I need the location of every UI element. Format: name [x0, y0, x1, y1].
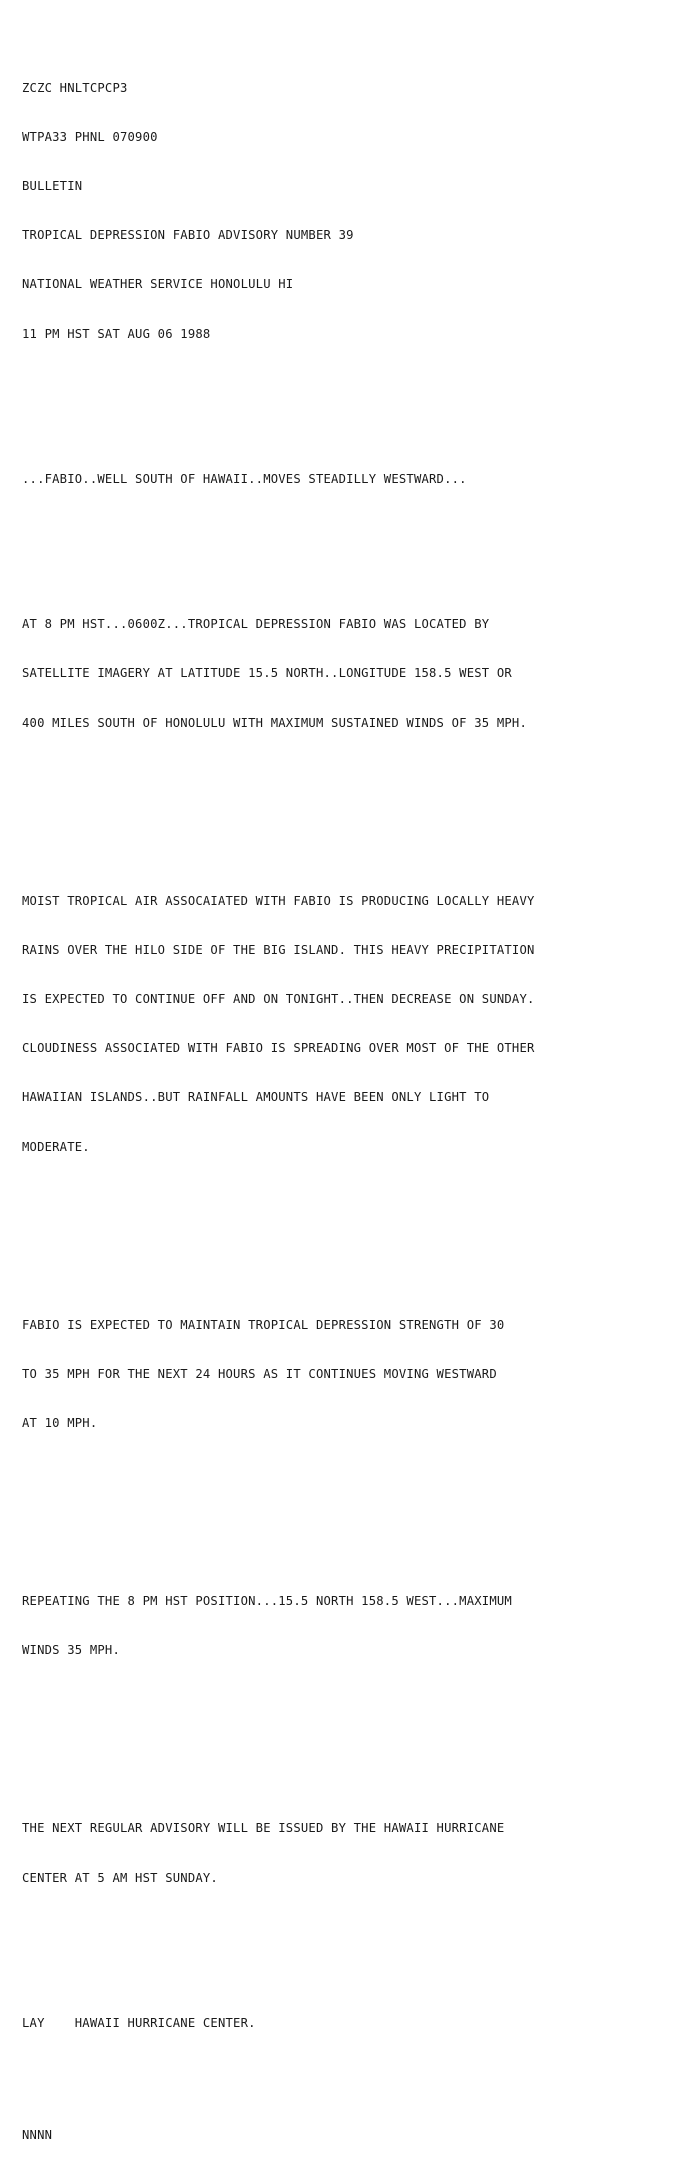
- paragraph-position: [22, 583, 694, 763]
- spacer: [22, 1497, 694, 1511]
- paragraph-line: SATELLITE IMAGERY AT LATITUDE 15.5 NORTH..LONGITUDE 158.5 WEST OR: [22, 666, 512, 681]
- paragraph-line: 400 MILES SOUTH OF HONOLULU WITH MAXIMUM SUSTAINED WINDS OF 35 MPH.: [22, 715, 528, 730]
- paragraph-rainfall: [22, 860, 694, 1188]
- spacer: [22, 797, 694, 811]
- advisory-document: [22, 14, 694, 2160]
- spacer: [22, 2064, 694, 2094]
- headline: ...FABIO..WELL SOUTH OF HAWAII..MOVES STEADILLY WESTWARD...: [22, 471, 467, 486]
- bulletin-header: [22, 47, 694, 375]
- paragraph-line: MOIST TROPICAL AIR ASSOCAIATED WITH FABIO IS PRODUCING LOCALLY HEAVY: [22, 893, 535, 908]
- paragraph-line: CENTER AT 5 AM HST SUNDAY.: [22, 1870, 218, 1885]
- paragraph-next-advisory: [22, 1788, 694, 1919]
- signature: LAY HAWAII HURRICANE CENTER.: [22, 2015, 256, 2030]
- paragraph-line: FABIO IS EXPECTED TO MAINTAIN TROPICAL DEPRESSION STRENGTH OF 30: [22, 1317, 505, 1332]
- paragraph-line: HAWAIIAN ISLANDS..BUT RAINFALL AMOUNTS HAVE BEEN ONLY LIGHT TO: [22, 1090, 490, 1105]
- paragraph-line: TO 35 MPH FOR THE NEXT 24 HOURS AS IT CONTINUES MOVING WESTWARD: [22, 1366, 497, 1381]
- spacer: [22, 424, 694, 438]
- spacer: [22, 1724, 694, 1738]
- header-line: BULLETIN: [22, 179, 83, 194]
- end-marker: NNNN: [22, 2127, 53, 2142]
- paragraph-line: REPEATING THE 8 PM HST POSITION...15.5 NORTH 158.5 WEST...MAXIMUM: [22, 1594, 512, 1609]
- paragraph-forecast: [22, 1284, 694, 1464]
- paragraph-line: MODERATE.: [22, 1139, 90, 1154]
- paragraph-line: WINDS 35 MPH.: [22, 1643, 120, 1658]
- advisory-title: TROPICAL DEPRESSION FABIO ADVISORY NUMBER 39: [22, 228, 354, 243]
- paragraph-line: CLOUDINESS ASSOCIATED WITH FABIO IS SPREADING OVER MOST OF THE OTHER: [22, 1041, 535, 1056]
- issuing-office: NATIONAL WEATHER SERVICE HONOLULU HI: [22, 277, 294, 292]
- paragraph-repeat-position: [22, 1560, 694, 1691]
- paragraph-line: IS EXPECTED TO CONTINUE OFF AND ON TONIGHT..THEN DECREASE ON SUNDAY.: [22, 991, 535, 1006]
- header-line: WTPA33 PHNL 070900: [22, 129, 158, 144]
- paragraph-line: AT 8 PM HST...0600Z...TROPICAL DEPRESSION FABIO WAS LOCATED BY: [22, 617, 490, 632]
- spacer: [22, 1952, 694, 1966]
- issue-time: 11 PM HST SAT AUG 06 1988: [22, 326, 211, 341]
- paragraph-line: AT 10 MPH.: [22, 1416, 98, 1431]
- header-line: ZCZC HNLTCPCP3: [22, 80, 128, 95]
- paragraph-line: THE NEXT REGULAR ADVISORY WILL BE ISSUED BY THE HAWAII HURRICANE: [22, 1821, 505, 1836]
- spacer: [22, 520, 694, 534]
- spacer: [22, 1221, 694, 1235]
- paragraph-line: RAINS OVER THE HILO SIDE OF THE BIG ISLAND. THIS HEAVY PRECIPITATION: [22, 942, 535, 957]
